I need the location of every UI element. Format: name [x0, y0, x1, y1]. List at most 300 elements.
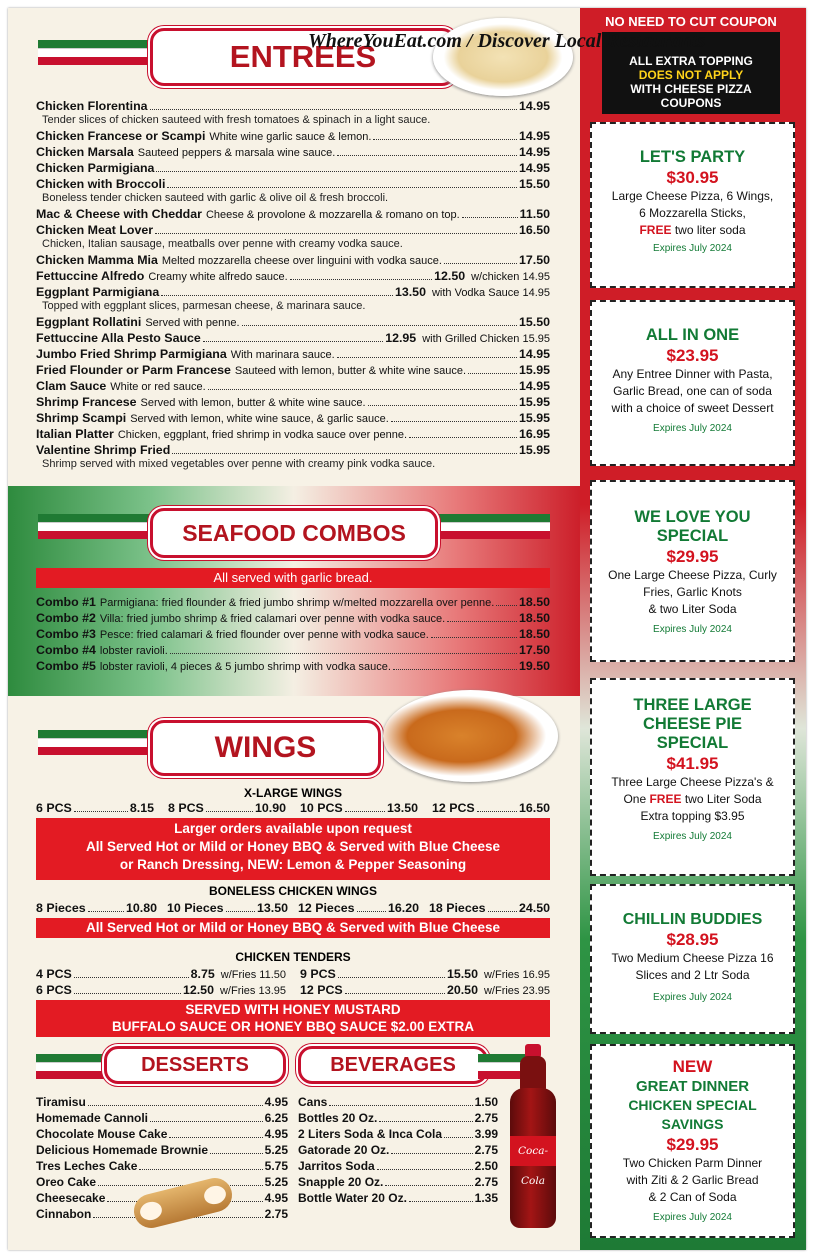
item-price: 13.50	[386, 801, 418, 815]
item-name: Bottles 20 Oz.	[298, 1111, 378, 1125]
item-price: 14.95	[518, 145, 550, 159]
dot-leader	[74, 993, 181, 994]
item-description: Served with lemon, white wine sauce, & garlic sauce.	[130, 413, 389, 425]
dot-leader	[150, 109, 517, 110]
entree-row	[36, 144, 550, 160]
dot-leader	[431, 637, 517, 638]
dot-leader	[150, 1121, 263, 1122]
seafood-combo-row	[36, 626, 550, 642]
item-description: Cheese & provolone & mozzarella & romano on top.	[205, 209, 460, 221]
coupon-line: Two Medium Cheese Pizza 16	[611, 951, 774, 965]
item-price: 15.95	[518, 411, 550, 425]
item-name: Chicken Florentina	[36, 99, 148, 113]
seafood-note: All served with garlic bread.	[36, 568, 550, 588]
item-name: Chicken Francese or Scampi	[36, 129, 206, 143]
item-name: Italian Platter	[36, 427, 114, 441]
item-name: Jumbo Fried Shrimp Parmigiana	[36, 347, 227, 361]
dot-leader	[210, 1153, 263, 1154]
item-description: Villa: fried jumbo shrimp & fried calamari over penne with vodka sauce.	[99, 613, 446, 625]
coca-cola-bottle-image	[506, 1044, 560, 1230]
coupon-new-label: NEW	[672, 1057, 713, 1076]
item-name: Chicken Marsala	[36, 145, 134, 159]
dot-leader	[444, 1137, 473, 1138]
item-price: 8.75	[190, 967, 215, 981]
dot-leader	[357, 911, 386, 912]
item-name: Fettuccine Alla Pesto Sauce	[36, 331, 201, 345]
item-name: 4 PCS	[36, 967, 72, 981]
item-description: Sauteed peppers & marsala wine sauce.	[137, 147, 336, 159]
coupon-line: Two Chicken Parm Dinner	[622, 1156, 763, 1170]
item-price: 18.50	[518, 627, 550, 641]
italian-flag-ribbon	[38, 514, 158, 540]
item-price: 16.20	[387, 901, 419, 915]
item-price: 12.95	[385, 331, 417, 345]
dessert-row	[36, 1158, 288, 1174]
item-price: 4.95	[264, 1095, 288, 1109]
item-price: 2.75	[474, 1143, 498, 1157]
coupon-title-line-1: THREE LARGE	[633, 696, 752, 714]
coupon-lets-party[interactable]	[590, 122, 795, 288]
dot-leader	[391, 421, 517, 422]
entree-subtext: Chicken, Italian sausage, meatballs over penne with creamy vodka sauce.	[42, 238, 403, 250]
free-word: FREE	[639, 223, 672, 237]
item-price: 13.50	[256, 901, 288, 915]
entree-row	[36, 222, 550, 238]
item-price: 15.50	[446, 967, 478, 981]
item-name: 2 Liters Soda & Inca Cola	[298, 1127, 443, 1141]
dot-leader	[203, 341, 383, 342]
item-price: 4.95	[264, 1191, 288, 1205]
coupon-price: $30.95	[666, 168, 719, 187]
coupon-line: Large Cheese Pizza, 6 Wings,	[611, 189, 774, 203]
boneless-wing-option	[429, 900, 550, 916]
item-name: 18 Pieces	[429, 901, 486, 915]
xlarge-note-1: Larger orders available upon request	[174, 821, 412, 836]
item-fries-price: w/Fries 23.95	[483, 985, 550, 997]
item-name: Bottle Water 20 Oz.	[298, 1191, 407, 1205]
coupon-line: & two Liter Soda	[648, 602, 737, 616]
coupon-note	[602, 14, 780, 114]
item-price: 11.50	[519, 207, 550, 221]
dot-leader	[468, 373, 517, 374]
coupon-title: CHILLIN BUDDIES	[622, 911, 763, 928]
item-price: 15.95	[518, 363, 550, 377]
entree-row	[36, 268, 550, 284]
item-extra-price: with Grilled Chicken 15.95	[422, 333, 550, 345]
item-name: Valentine Shrimp Fried	[36, 443, 171, 457]
dot-leader	[488, 911, 517, 912]
beverage-row	[298, 1110, 498, 1126]
item-name: Shrimp Scampi	[36, 411, 127, 425]
item-price: 6.25	[264, 1111, 288, 1125]
dot-leader	[337, 357, 517, 358]
beverage-row	[298, 1174, 498, 1190]
item-name: Mac & Cheese with Cheddar	[36, 207, 202, 221]
item-name: 12 Pieces	[298, 901, 355, 915]
item-name: 8 Pieces	[36, 901, 86, 915]
coupon-note-line-4: WITH CHEESE PIZZA	[630, 82, 752, 96]
item-price: 18.50	[518, 611, 550, 625]
coupon-line: with a choice of sweet Dessert	[611, 401, 774, 415]
dot-leader	[444, 263, 517, 264]
item-price: 17.50	[518, 253, 550, 267]
entree-row	[36, 284, 550, 300]
boneless-wing-option	[298, 900, 419, 916]
item-description: Melted mozzarella cheese over linguini with vodka sauce.	[161, 255, 442, 267]
coupon-price: $41.95	[666, 754, 719, 773]
xlarge-wing-option	[36, 800, 154, 816]
boneless-wing-option	[167, 900, 288, 916]
dot-leader	[88, 911, 124, 912]
item-price: 14.95	[518, 379, 550, 393]
dot-leader	[447, 621, 517, 622]
dot-leader	[167, 187, 517, 188]
dot-leader	[368, 405, 517, 406]
item-description: lobster ravioli, 4 pieces & 5 jumbo shrimp with vodka sauce.	[99, 661, 391, 673]
item-name: Fried Flounder or Parm Francese	[36, 363, 231, 377]
entree-row	[36, 98, 550, 114]
item-price: 1.50	[474, 1095, 498, 1109]
italian-flag-ribbon	[38, 730, 158, 756]
coupon-line: Extra topping $3.95	[640, 809, 745, 823]
dessert-row	[36, 1094, 288, 1110]
item-extra-price: with Vodka Sauce 14.95	[431, 287, 550, 299]
item-price: 12.50	[182, 983, 214, 997]
item-price: 17.50	[518, 643, 550, 657]
item-description: Parmigiana: fried flounder & fried jumbo shrimp w/melted mozzarella over penne.	[99, 597, 495, 609]
xlarge-wing-option	[168, 800, 286, 816]
beverages-title: BEVERAGES	[298, 1046, 488, 1084]
seafood-combo-row	[36, 658, 550, 674]
dot-leader	[88, 1105, 263, 1106]
coupon-price: $23.95	[666, 346, 719, 365]
coupon-expires: Expires July 2024	[653, 423, 732, 434]
coupon-note-line-3: DOES NOT APPLY	[638, 68, 744, 82]
item-price: 2.75	[474, 1111, 498, 1125]
coupon-title-line-3: SAVINGS	[661, 1116, 724, 1132]
coupon-great-dinner[interactable]	[590, 1044, 795, 1238]
dot-leader	[409, 437, 517, 438]
coupon-free-rest: two Liter Soda	[681, 792, 762, 806]
dot-leader	[226, 911, 255, 912]
dot-leader	[409, 1201, 473, 1202]
tenders-notes	[36, 1000, 550, 1037]
dot-leader	[477, 811, 517, 812]
entree-row	[36, 176, 550, 192]
coupon-price: $29.95	[666, 547, 719, 566]
boneless-wings-prices	[36, 900, 550, 916]
coupon-expires: Expires July 2024	[653, 992, 732, 1003]
item-price: 2.50	[474, 1159, 498, 1173]
dot-leader	[329, 1105, 472, 1106]
item-fries-price: w/Fries 13.95	[219, 985, 286, 997]
item-price: 15.95	[518, 395, 550, 409]
coupon-title-line-2: CHICKEN SPECIAL	[628, 1097, 757, 1113]
entree-subtext: Shrimp served with mixed vegetables over penne with creamy pink vodka sauce.	[42, 458, 436, 470]
item-name: 6 PCS	[36, 983, 72, 997]
italian-flag-ribbon	[438, 514, 550, 540]
dot-leader	[337, 155, 517, 156]
item-price: 13.50	[394, 285, 426, 299]
boneless-note: All Served Hot or Mild or Honey BBQ & Served with Blue Cheese	[36, 918, 550, 938]
item-name: 10 PCS	[300, 801, 343, 815]
item-price: 4.95	[264, 1127, 288, 1141]
seafood-combo-row	[36, 594, 550, 610]
tenders-note-2: BUFFALO SAUCE OR HONEY BBQ SAUCE $2.00 EXTRA	[111, 1019, 475, 1034]
item-price: 2.75	[474, 1175, 498, 1189]
item-name: Homemade Cannoli	[36, 1111, 149, 1125]
item-name: 10 Pieces	[167, 901, 224, 915]
item-name: Combo #2	[36, 611, 96, 625]
entree-row	[36, 394, 550, 410]
xlarge-wing-option	[300, 800, 418, 816]
italian-flag-ribbon	[38, 40, 158, 66]
coupon-line: Slices and 2 Ltr Soda	[635, 968, 750, 982]
item-description: lobster ravioli.	[99, 645, 168, 657]
item-name: Tres Leches Cake	[36, 1159, 138, 1173]
item-name: Tiramisu	[36, 1095, 86, 1109]
coupon-title-line-1: GREAT DINNER	[635, 1078, 750, 1095]
entree-row	[36, 346, 550, 362]
beverage-row	[298, 1126, 498, 1142]
coupon-line: with Ziti & 2 Garlic Bread	[626, 1173, 759, 1187]
dot-leader	[169, 1137, 262, 1138]
coupon-we-love-you[interactable]	[590, 480, 795, 662]
item-price: 14.95	[518, 161, 550, 175]
coupon-pre: One	[623, 792, 650, 806]
coupon-title-line-1: WE LOVE YOU	[634, 508, 751, 526]
item-price: 16.95	[518, 427, 550, 441]
item-name: Snapple 20 Oz.	[298, 1175, 384, 1189]
xlarge-wings-notes	[36, 818, 550, 880]
bottle-label: Coca-Cola	[510, 1136, 556, 1166]
item-price: 15.50	[518, 315, 550, 329]
entree-row	[36, 206, 550, 222]
dot-leader	[290, 279, 432, 280]
item-description: White or red sauce.	[110, 381, 206, 393]
coupon-title: LET'S PARTY	[639, 148, 746, 166]
item-name: Combo #1	[36, 595, 96, 609]
coupon-title: ALL IN ONE	[645, 326, 740, 344]
item-price: 15.50	[518, 177, 550, 191]
item-fries-price: w/Fries 11.50	[220, 969, 286, 981]
dot-leader	[155, 233, 517, 234]
dot-leader	[391, 1153, 472, 1154]
dessert-row	[36, 1142, 288, 1158]
dot-leader	[373, 139, 517, 140]
dot-leader	[170, 653, 517, 654]
coupon-line	[592, 791, 793, 808]
item-name: Eggplant Rollatini	[36, 315, 142, 329]
item-price: 14.95	[518, 99, 550, 113]
item-price: 12.50	[434, 269, 466, 283]
tender-option	[300, 982, 550, 998]
seafood-list	[36, 594, 550, 674]
item-price: 5.75	[264, 1159, 288, 1173]
coupon-three-large-cheese-pie[interactable]	[590, 678, 795, 876]
coupons-column	[580, 8, 806, 1250]
item-price: 16.50	[518, 801, 550, 815]
dessert-row	[36, 1126, 288, 1142]
item-name: 12 PCS	[300, 983, 343, 997]
coupon-title-line-3: SPECIAL	[656, 734, 729, 752]
entree-subtext: Tender slices of chicken sauteed with fresh tomatoes & spinach in a light sauce.	[42, 114, 431, 126]
entree-row	[36, 442, 550, 458]
dot-leader	[206, 811, 253, 812]
item-price: 14.95	[518, 129, 550, 143]
dot-leader	[74, 811, 128, 812]
entrees-title: ENTREES	[150, 28, 456, 86]
entree-row	[36, 410, 550, 426]
dot-leader	[139, 1169, 262, 1170]
seafood-title: SEAFOOD COMBOS	[150, 508, 438, 558]
coupon-all-in-one[interactable]	[590, 300, 795, 466]
free-word: FREE	[649, 792, 682, 806]
item-extra-price: w/chicken 14.95	[471, 271, 550, 283]
item-price: 14.95	[518, 347, 550, 361]
coupon-free-rest: two liter soda	[671, 223, 746, 237]
coupon-title-line-2: SPECIAL	[656, 527, 729, 545]
item-name: Shrimp Francese	[36, 395, 137, 409]
item-description: Creamy white alfredo sauce.	[148, 271, 288, 283]
item-price: 8.15	[129, 801, 154, 815]
item-price: 10.80	[125, 901, 157, 915]
entree-subtext: Boneless tender chicken sauteed with garlic & olive oil & fresh broccoli.	[42, 192, 389, 204]
item-name: Combo #3	[36, 627, 96, 641]
seafood-combo-row	[36, 610, 550, 626]
coupon-line: Any Entree Dinner with Pasta,	[612, 367, 773, 381]
item-price: 3.99	[474, 1127, 498, 1141]
dot-leader	[172, 453, 517, 454]
entree-row	[36, 426, 550, 442]
coupon-line: Fries, Garlic Knots	[643, 585, 742, 599]
xlarge-note-3: or Ranch Dressing, NEW: Lemon & Pepper Seasoning	[119, 857, 467, 872]
item-name: Combo #5	[36, 659, 96, 673]
coupon-price: $29.95	[666, 1135, 719, 1154]
coupon-expires: Expires July 2024	[653, 243, 732, 254]
tender-option	[300, 966, 550, 982]
dot-leader	[385, 1185, 472, 1186]
dessert-row	[36, 1174, 288, 1190]
item-name: Chicken Mamma Mia	[36, 253, 158, 267]
beverage-row	[298, 1094, 498, 1110]
coupon-expires: Expires July 2024	[653, 1212, 732, 1223]
beverages-list	[298, 1094, 498, 1206]
item-name: Gatorade 20 Oz.	[298, 1143, 390, 1157]
entree-row	[36, 252, 550, 268]
boneless-wing-option	[36, 900, 157, 916]
item-name: 9 PCS	[300, 967, 336, 981]
coupon-line: 6 Mozzarella Sticks,	[639, 206, 746, 220]
item-name: 6 PCS	[36, 801, 72, 815]
item-description: Served with penne.	[145, 317, 240, 329]
entree-row	[36, 330, 550, 346]
wings-title: WINGS	[150, 720, 381, 776]
item-name: 12 PCS	[432, 801, 475, 815]
coupon-expires: Expires July 2024	[653, 831, 732, 842]
item-price: 5.25	[264, 1175, 288, 1189]
xlarge-wings-prices	[36, 800, 550, 816]
coupon-note-line-2: ALL EXTRA TOPPING	[629, 54, 753, 68]
dessert-row	[36, 1110, 288, 1126]
boneless-wings-title: BONELESS CHICKEN WINGS	[208, 884, 377, 898]
item-name: Cans	[298, 1095, 328, 1109]
dot-leader	[242, 325, 517, 326]
item-description: Sauteed with lemon, butter & white wine sauce.	[234, 365, 467, 377]
dot-leader	[156, 171, 517, 172]
xlarge-wings-title: X-LARGE WINGS	[244, 786, 342, 800]
entree-row	[36, 160, 550, 176]
coupon-line: Three Large Cheese Pizza's &	[611, 775, 774, 789]
item-name: Chocolate Mouse Cake	[36, 1127, 168, 1141]
dot-leader	[496, 605, 517, 606]
beverage-row	[298, 1142, 498, 1158]
entree-row	[36, 128, 550, 144]
item-name: Chicken Meat Lover	[36, 223, 154, 237]
menu-page	[8, 8, 806, 1250]
item-price: 15.95	[518, 443, 550, 457]
item-price: 20.50	[446, 983, 478, 997]
coupon-line: & 2 Can of Soda	[648, 1190, 737, 1204]
dot-leader	[345, 993, 445, 994]
item-price: 19.50	[518, 659, 550, 673]
seafood-combo-row	[36, 642, 550, 658]
item-price: 18.50	[518, 595, 550, 609]
dot-leader	[338, 977, 445, 978]
dot-leader	[462, 217, 518, 218]
watermark: WhereYouEat.com / Discover Local Restaurants	[308, 30, 706, 52]
dot-leader	[74, 977, 189, 978]
entree-row	[36, 378, 550, 394]
item-name: Chicken Parmigiana	[36, 161, 155, 175]
item-description: Served with lemon, butter & white wine sauce.	[140, 397, 366, 409]
tender-option	[36, 982, 286, 998]
entree-row	[36, 314, 550, 330]
coupon-line: One Large Cheese Pizza, Curly	[608, 568, 777, 582]
dot-leader	[161, 295, 393, 296]
item-name: Clam Sauce	[36, 379, 107, 393]
xlarge-note-2: All Served Hot or Mild or Honey BBQ & Served with Blue Cheese	[85, 839, 501, 854]
coupon-price: $28.95	[666, 930, 719, 949]
entrees-list	[36, 98, 550, 472]
coupon-note-line-5: COUPONS	[660, 96, 722, 110]
xlarge-wing-option	[432, 800, 550, 816]
desserts-title: DESSERTS	[104, 1046, 286, 1084]
item-name: Jarritos Soda	[298, 1159, 375, 1173]
chicken-tenders-prices	[36, 966, 550, 998]
menu-left-column	[8, 8, 580, 1250]
entree-subtext: Topped with eggplant slices, parmesan cheese, & marinara sauce.	[42, 300, 366, 312]
beverage-row	[298, 1190, 498, 1206]
dot-leader	[379, 1121, 472, 1122]
item-description: With marinara sauce.	[230, 349, 335, 361]
item-price: 2.75	[264, 1207, 288, 1221]
item-price: 24.50	[518, 901, 550, 915]
entree-row	[36, 362, 550, 378]
dot-leader	[393, 669, 517, 670]
chicken-tenders-plate-image	[383, 690, 558, 782]
coupon-expires: Expires July 2024	[653, 624, 732, 635]
coupon-line	[592, 222, 793, 239]
chicken-tenders-title: CHICKEN TENDERS	[235, 950, 351, 964]
dot-leader	[377, 1169, 473, 1170]
dot-leader	[208, 389, 517, 390]
item-price: 16.50	[518, 223, 550, 237]
item-name: Cheesecake	[36, 1191, 106, 1205]
tenders-note-1: SERVED WITH HONEY MUSTARD	[185, 1002, 401, 1017]
coupon-chillin-buddies[interactable]	[590, 884, 795, 1034]
beverage-row	[298, 1158, 498, 1174]
